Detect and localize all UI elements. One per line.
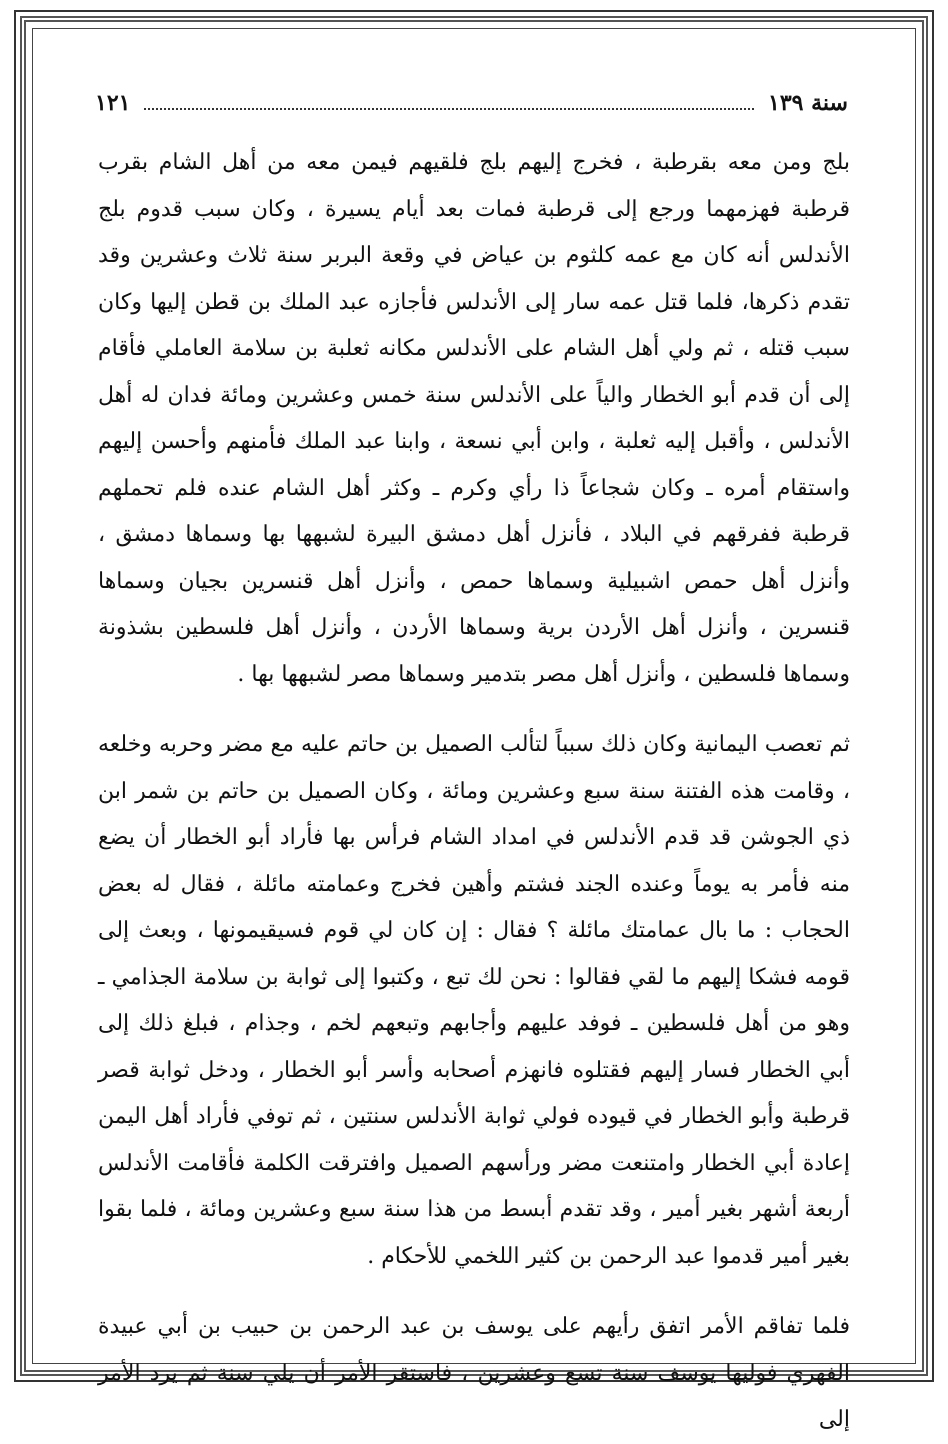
header-year-title: سنة ١٣٩ — [768, 90, 848, 116]
running-header — [95, 86, 848, 120]
page-number: ١٢١ — [95, 90, 131, 116]
paragraph-1: بلج ومن معه بقرطبة ، فخرج إليهم بلج فلقيهم فيمن معه من أهل الشام بقرب قرطبة فهزمهما ورجع إلى قرطبة فمات بعد أيام يسيرة ، وكان سبب قدوم بلج الأندلس أنه كان مع عمه كلثوم بن عياض في وقعة البربر سنة ثلاث وعشرين وقد تقدم ذكرها، فلما قتل عمه سار إلى الأندلس فأجازه عبد الملك بن قطن إليها وكان سبب قتله ، ثم ولي أهل الشام على الأندلس مكانه ثعلبة بن سلامة العاملي فأقام إلى أن قدم أبو الخطار والياً على الأندلس سنة خمس وعشرين ومائة فدان له أهل الأندلس ، وأقبل إليه ثعلبة ، وابن أبي نسعة ، وابنا عبد الملك فأمنهم وأحسن إليهم واستقام أمره ـ وكان شجاعاً ذا رأي وكرم ـ وكثر أهل الشام عنده فلم تحملهم قرطبة ففرقهم في البلاد ، فأنزل أهل دمشق البيرة لشبهها بها وسماها دمشق ، وأنزل أهل حمص اشبيلية وسماها حمص ، وأنزل أهل قنسرين بجيان وسماها قنسرين ، وأنزل أهل الأردن برية وسماها الأردن ، وأنزل أهل فلسطين بشذونة وسماها فلسطين ، وأنزل أهل مصر بتدمير وسماها مصر لشبهها بها . — [98, 150, 850, 687]
paragraph-2: ثم تعصب اليمانية وكان ذلك سبباً لتألب الصميل بن حاتم عليه مع مضر وحربه وخلعه ، وقامت هذه الفتنة سنة سبع وعشرين ومائة ، وكان الصميل بن حاتم بن شمر ابن ذي الجوشن قد قدم الأندلس في امداد الشام فرأس بها فأراد أبو الخطار أن يضع منه فأمر به يوماً وعنده الجند فشتم وأهين فخرج وعمامته مائلة ، فقال له بعض الحجاب : ما بال عمامتك مائلة ؟ فقال : إن كان لي قوم فسيقيمونها ، وبعث إلى قومه فشكا إليهم ما لقي فقالوا : نحن لك تبع ، وكتبوا إلى ثوابة بن سلامة الجذامي ـ وهو من أهل فلسطين ـ فوفد عليهم وأجابهم وتبعهم لخم ، وجذام ، فبلغ ذلك إلى أبي الخطار فسار إليهم فقتلوه فانهزم أصحابه وأسر أبو الخطار ، ودخل ثوابة قصر قرطبة وأبو الخطار في قيوده فولي ثوابة الأندلس سنتين ، ثم توفي فأراد أهل اليمن إعادة أبي الخطار وامتنعت مضر ورأسهم الصميل وافترقت الكلمة فأقامت الأندلس أربعة أشهر بغير أمير ، وقد تقدم أبسط من هذا سنة سبع وعشرين ومائة ، فلما بقوا بغير أمير قدموا عبد الرحمن بن كثير اللخمي للأحكام . — [98, 732, 850, 1269]
body-text — [98, 140, 850, 1444]
header-dotted-leader — [144, 108, 754, 110]
paragraph-3: فلما تفاقم الأمر اتفق رأيهم على يوسف بن عبد الرحمن بن حبيب بن أبي عبيدة الفهري فوليها يوسف سنة تسع وعشرين ، فاستقر الأمر أن يلي سنة ثم يرد الأمر إلى — [98, 1314, 850, 1432]
